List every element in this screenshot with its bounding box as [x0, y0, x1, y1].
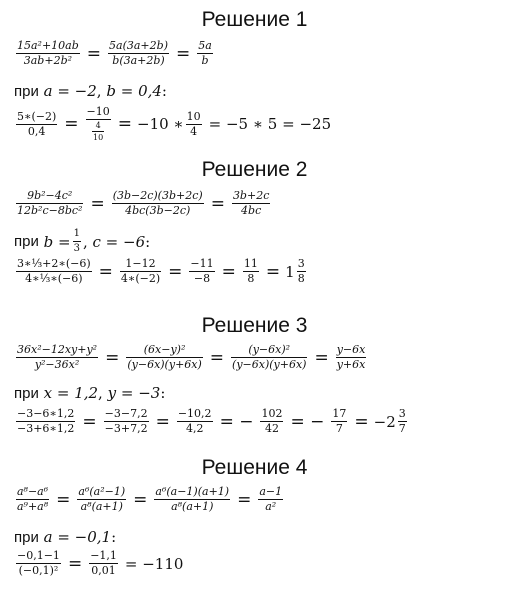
solution-4-title: Решение 4 — [201, 456, 308, 479]
solution-2-title: Решение 2 — [201, 158, 308, 181]
denominator: 8 — [297, 272, 305, 285]
calc-result: = −5 ∗ 5 = −25 — [208, 115, 332, 133]
fraction — [260, 408, 283, 435]
solution-1-condition — [14, 82, 167, 100]
condition-prefix: при — [14, 233, 39, 250]
denominator: 0,4 — [27, 124, 46, 138]
fraction — [16, 408, 75, 435]
numerator: 17 — [332, 407, 347, 420]
fraction — [112, 190, 204, 217]
fraction — [89, 550, 118, 577]
condition-suffix: : — [111, 528, 117, 546]
fraction — [16, 486, 49, 513]
solution-3-condition — [14, 384, 165, 402]
numerator: −10,2 — [177, 407, 212, 420]
nested-fraction — [92, 121, 104, 142]
denominator: 3 — [73, 243, 80, 254]
fraction — [73, 228, 81, 255]
numerator: (3b−2c)(3b+2c) — [112, 189, 203, 202]
fraction — [189, 258, 214, 285]
denominator: −8 — [193, 272, 211, 285]
fraction — [126, 344, 202, 371]
solution-4-condition — [14, 528, 116, 546]
denominator: (y−6x)(y+6x) — [232, 358, 307, 371]
denominator: (−0,1)² — [18, 564, 59, 577]
denominator: a² — [265, 500, 277, 513]
fraction — [16, 550, 61, 577]
numerator: 5a(3a+2b) — [109, 39, 168, 52]
fraction — [16, 40, 80, 67]
denominator: 4,2 — [185, 422, 204, 435]
condition-suffix: : — [160, 384, 166, 402]
denominator: −3+7,2 — [104, 422, 148, 435]
numerator: 3 — [297, 257, 305, 270]
fraction — [108, 40, 169, 67]
numerator: 3 — [398, 407, 406, 420]
solution-2-condition — [14, 228, 150, 255]
fraction — [243, 258, 259, 285]
calc-result: = −110 — [124, 554, 184, 573]
numerator: 1−12 — [125, 257, 156, 270]
numerator: 11 — [243, 257, 258, 270]
mixed-whole: 1 — [285, 262, 295, 281]
denominator: a⁸(a+1) — [171, 500, 214, 513]
denominator: 12b²c−8bc² — [17, 204, 83, 217]
fraction — [104, 408, 149, 435]
fraction — [297, 258, 306, 285]
denominator: 10 — [93, 133, 104, 142]
denominator: 3ab+2b² — [23, 54, 73, 67]
denominator: (y−6x)(y+6x) — [127, 358, 202, 371]
condition-eq: y = −3 — [107, 384, 161, 402]
fraction — [77, 486, 126, 513]
fraction — [177, 408, 213, 435]
condition-eq: a = −0,1 — [43, 528, 112, 546]
denominator: b — [201, 54, 209, 67]
numerator: 3∗⅓+2∗(−6) — [17, 257, 91, 270]
condition-sep: , — [96, 82, 102, 100]
numerator: 4 — [95, 121, 101, 130]
numerator: a⁸−a⁶ — [17, 485, 49, 498]
condition-suffix: : — [161, 82, 167, 100]
denominator: 4 — [190, 124, 198, 138]
condition-suffix: : — [145, 232, 151, 251]
denominator: 4∗⅓∗(−6) — [25, 272, 83, 285]
fraction — [258, 486, 283, 513]
condition-prefix: при — [14, 82, 39, 100]
denominator: y+6x — [336, 358, 366, 371]
fraction — [86, 106, 111, 142]
fraction — [16, 111, 57, 138]
fraction — [186, 111, 202, 138]
numerator: (6x−y)² — [143, 343, 186, 356]
condition-sep: , — [98, 384, 103, 402]
solution-3-calc: $\frac{-3-6∗1,2}{-3+6∗1,2}$ = $\frac{-3-7,2}{-3+7,2}$ = $\frac{-10,2}{4,2}$ = − $\frac{102}{42}$ = − $\frac{17}{7}$ = −2 $\frac{3}{7}$ — [17, 407, 406, 435]
condition-eq: x = 1,2 — [43, 384, 99, 402]
mixed-whole: −2 — [373, 412, 396, 431]
solution-1-calc: $\frac{5∗(-2)}{0,4}$ = $\frac{-10}{\frac{4}{10}}$ = −10 ∗ $\frac{10}{4}$ = −5 ∗ 5 = −25 — [17, 105, 332, 142]
denominator: y²−36x² — [34, 358, 80, 371]
numerator: −0,1−1 — [17, 549, 60, 562]
solution-1-title: Решение 1 — [201, 8, 308, 31]
numerator: a−1 — [259, 485, 283, 498]
denominator: 8 — [247, 272, 255, 285]
denominator: 42 — [264, 422, 279, 435]
numerator: (y−6x)² — [248, 343, 291, 356]
denominator: 4∗(−2) — [120, 272, 161, 285]
condition-eq: b = 0,4 — [106, 82, 162, 100]
numerator: −1,1 — [90, 549, 117, 562]
numerator: 3b+2c — [232, 189, 270, 202]
numerator: y−6x — [336, 343, 366, 356]
numerator: 36x²−12xy+y² — [17, 343, 98, 356]
solution-2-simplify: $\frac{\text{9b²−4c²}}{\text{12b²c−8bc²}}$ = $\frac{(3b-2c)(3b+2c)}{4bc(3b-2c)}$ = $\frac{3b+2c}{4bc}$ — [17, 189, 270, 217]
calc-term: −10 ∗ — [137, 115, 184, 133]
solution-3-simplify: $\frac{\text{36x²−12xy+y²}}{\text{y²−36x²}}$ = $\frac{\text{(6x−y)²}}{(y-6x)(y+6x)}$ = $\frac{\text{(y−6x)²}}{(y-6x)(y+6x)}$ = $\frac{y-6x}{y+6x}$ — [17, 343, 366, 371]
solution-3-title: Решение 3 — [201, 314, 308, 337]
fraction — [16, 344, 98, 371]
condition-eq: b = — [43, 232, 71, 251]
fraction — [336, 344, 367, 371]
denominator: 4bc(3b−2c) — [125, 204, 191, 217]
denominator: 4bc — [241, 204, 262, 217]
denominator: a⁸(a+1) — [80, 500, 123, 513]
solution-1-simplify: $\frac{\text{15a²+10ab}}{\text{3ab+2b²}}$ = $\frac{5a(3a+2b)}{b(3a+2b)}$ = $\frac{5a}{b}$ — [17, 39, 212, 67]
numerator: −11 — [190, 257, 214, 270]
numerator: 5a — [198, 39, 212, 52]
fraction — [232, 190, 270, 217]
fraction — [154, 486, 230, 513]
denominator: a⁹+a⁸ — [17, 500, 49, 513]
denominator: 0,01 — [91, 564, 116, 577]
condition-prefix: при — [14, 528, 39, 546]
fraction — [231, 344, 307, 371]
fraction — [398, 408, 407, 435]
numerator: −3−7,2 — [104, 407, 148, 420]
fraction — [16, 190, 83, 217]
solution-2-calc: $\frac{\text{3∗⅓+2∗(−6)}}{\text{4∗⅓∗(−6)}}$ = $\frac{1-12}{4∗(-2)}$ = $\frac{-11}{-8}$ = $\frac{11}{8}$ = 1 $\frac{3}{8}$ — [17, 257, 305, 285]
denominator: 7 — [398, 422, 406, 435]
solution-4-calc: $\frac{-0,1-1}{\text{(−0,1)²}}$ = $\frac{-1,1}{0,01}$ = −110 — [17, 549, 184, 577]
numerator: 9b²−4c² — [27, 189, 73, 202]
numerator: 15a²+10ab — [17, 39, 79, 52]
fraction — [120, 258, 161, 285]
solution-4-simplify: $\frac{\text{a⁸−a⁶}}{\text{a⁹+a⁸}}$ = $\frac{\text{a⁶(a²−1)}}{\text{a⁸(a+1)}}$ = $\frac{\text{a⁶(a−1)(a+1)}}{\text{a⁸(a+1)}}$ = $\frac{a-1}{\text{a²}}$ — [17, 485, 283, 513]
condition-prefix: при — [14, 384, 39, 402]
numerator: −3−6∗1,2 — [17, 407, 75, 420]
numerator: 102 — [261, 407, 283, 420]
numerator: −10 — [86, 105, 110, 118]
numerator: a⁶(a−1)(a+1) — [155, 485, 230, 498]
fraction — [197, 40, 213, 67]
numerator: 10 — [186, 109, 201, 123]
numerator: a⁶(a²−1) — [78, 485, 126, 498]
fraction — [16, 258, 92, 285]
denominator: 7 — [335, 422, 343, 435]
fraction — [331, 408, 347, 435]
condition-sep: , — [82, 232, 88, 251]
condition-eq: a = −2 — [43, 82, 97, 100]
denominator: b(3a+2b) — [112, 54, 165, 67]
condition-eq: c = −6 — [92, 232, 146, 251]
denominator: −3+6∗1,2 — [17, 422, 75, 435]
numerator: 1 — [73, 228, 80, 239]
numerator: 5∗(−2) — [17, 109, 57, 123]
